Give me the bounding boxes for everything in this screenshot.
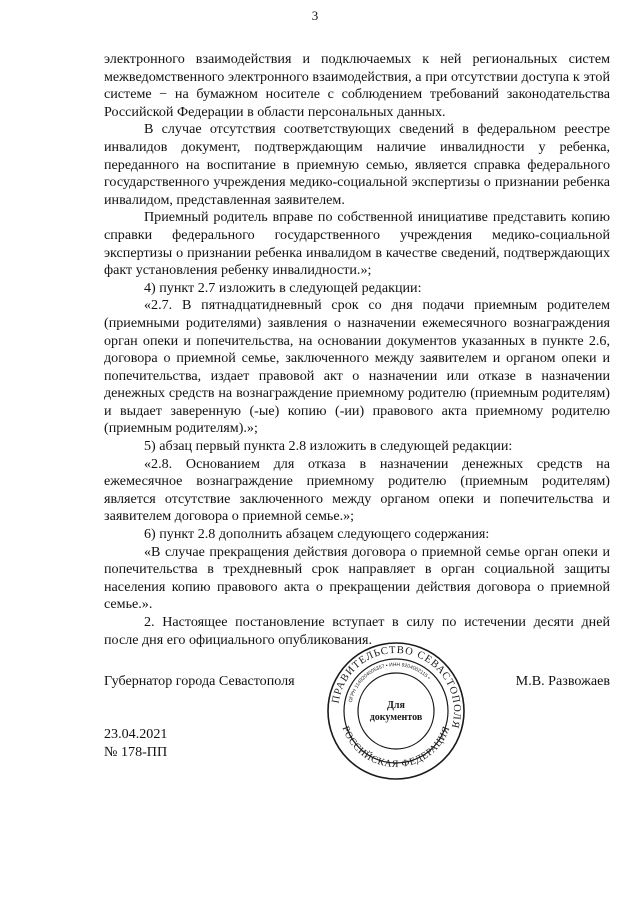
document-date: 23.04.2021 <box>104 726 168 742</box>
seal-inner-ring <box>358 673 434 749</box>
seal-codes-text: ОГРН 1149204005357 • ИНН 9204002115 • <box>347 661 432 704</box>
signatory-name: М.В. Развожаев <box>515 673 610 689</box>
body-paragraph: электронного взаимодействия и подключаемых к ней региональных систем межведомственного электронного взаимодействия, а при отсутствии доступа к этой системе − на бумажном носителе с соблюдением требований законодательства Российской Федерации в области персональных данных. <box>104 51 610 120</box>
body-paragraph: В случае отсутствия соответствующих сведений в федеральном реестре инвалидов документ, подтверждающим наличие инвалидности у ребенка, переданного на воспитание в приемную семью, является справка федерального государственного учреждения медико-социальной экспертизы о признании ребенка инвалидом, представленная заявителем. <box>104 121 610 208</box>
signatory-title: Губернатор города Севастополя <box>104 673 295 689</box>
seal-outer-text: ПРАВИТЕЛЬСТВО СЕВАСТОПОЛЯ <box>330 644 463 731</box>
seal-center-line1: Для <box>387 700 405 711</box>
body-paragraph: 5) абзац первый пункта 2.8 изложить в следующей редакции: <box>144 438 513 455</box>
body-paragraph: 2. Настоящее постановление вступает в силу по истечении десяти дней после дня его официального опубликования. <box>104 614 610 648</box>
seal-bottom-text: РОССИЙСКАЯ ФЕДЕРАЦИЯ <box>339 724 453 771</box>
body-paragraph: Приемный родитель вправе по собственной инициативе представить копию справки федерального государственного учреждения медико-социальной экспертизы о признании ребенка инвалидом в качестве сведений, подтверждающих факт установления ребенку инвалидности.»; <box>104 209 610 279</box>
body-paragraph: 4) пункт 2.7 изложить в следующей редакции: <box>144 279 422 296</box>
body-paragraph: «2.7. В пятнадцатидневный срок со дня подачи приемным родителем (приемными родителями) заявления о назначении ежемесячного вознаграждения орган опеки и попечительства, на основании документов указанных в пункте 2.6, договора о приемной семье, заключенного между заявителем и органом опеки и попечительства, издает правовой акт о назначении или отказе в назначении денежных средств на вознаграждение приемному родителю (приемным родителям) и выдает заверенную (-ые) копию (-ии) правового акта приемному родителю (приемным родителям).»; <box>104 297 610 437</box>
document-body <box>104 51 610 649</box>
body-paragraph: «В случае прекращения действия договора о приемной семье орган опеки и попечительства в трехдневный срок направляет в орган социальной защиты населения копию правового акта о прекращении действия договора о приемной семье.». <box>104 543 610 613</box>
official-seal <box>326 641 466 781</box>
seal-center-line2: документов <box>369 712 423 723</box>
document-number: № 178-ПП <box>104 744 168 760</box>
body-paragraph: «2.8. Основанием для отказа в назначении денежных средств на ежемесячное вознаграждение приемному родителю (приемным родителям) является отсутствие заключенного между органом опеки и попечительства и заявителем договора о приемной семье.»; <box>104 455 610 525</box>
page-number: 3 <box>311 8 319 23</box>
body-paragraph: 6) пункт 2.8 дополнить абзацем следующего содержания: <box>144 526 490 543</box>
